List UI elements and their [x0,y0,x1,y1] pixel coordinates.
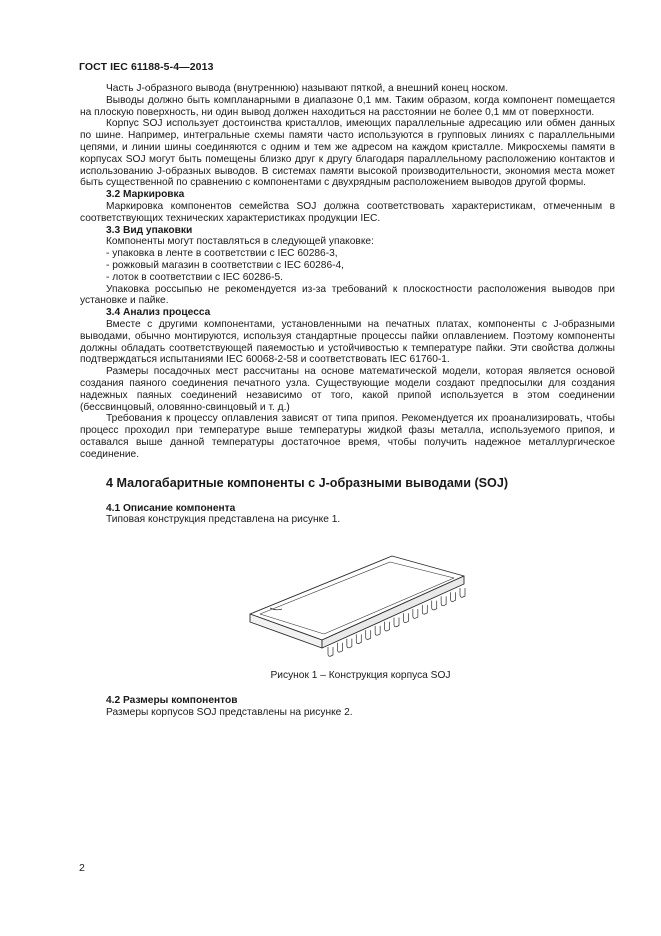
list-item: - упаковка в ленте в соответствии с IEC 60286-3, [106,248,338,260]
paragraph: Требования к процессу оплавления зависят от типа припоя. Рекомендуется их проанализировать, чтобы процесс проходил при температуре выше температуры жидкой фазы металла, используемого припоя, и оставался выше данной температуры достаточное время, чтобы получить надежное металлургическое соединение. [80,413,615,460]
paragraph: Корпус SOJ использует достоинства кристаллов, имеющих параллельные адресацию или обмен данных по шине. Например, интегральные схемы памяти часто используются в групповых линиях с параллельными цепями, и линии шины соединяются с одним и тем же адресом на каждом кристалле. Микросхемы памяти в корпусах SOJ могут быть помещены близко друг к другу благодаря параллельному расположению контактов и использованию J-образных выводов. В системах памяти высокой производительности, экономия места может быть существенной по сравнению с компонентами с двухрядным расположением выводов другой формы. [80,118,615,189]
pin-lead [385,622,390,631]
pin-lead [394,618,399,627]
figure-1 [80,534,615,662]
paragraph: Компоненты могут поставляться в следующей упаковке: [106,236,374,248]
paragraph: Типовая конструкция представлена на рисунке 1. [106,514,341,526]
subsection-heading: 4.1 Описание компонента [106,502,236,514]
paragraph: Вместе с другими компонентами, установленными на печатных платах, компоненты с J-образными выводами, обычно монтируются, используя стандартные процессы пайки оплавлением. Поэтому компоненты должны обладать соответствующей паяемостью и устойчивостью к температуре пайки. Эти свойства должны подтверждаться испытаниями IEC 60068-2-58 и соответствовать IEC 61760-1. [80,318,615,366]
pin-lead [432,601,437,610]
list-item: - рожковый магазин в соответствии с IEC 60286-4, [106,259,345,271]
paragraph: Маркировка компонентов семейства SOJ должна соответствовать характеристикам, отмеченным в соответствующих технических характеристиках продукции IEC. [80,200,615,224]
pin-lead [375,626,380,635]
pin-lead [337,643,342,652]
soj-package-drawing-icon [240,548,472,658]
pin-lead [441,597,446,606]
pin-lead [356,634,361,643]
pin-lead [328,647,333,656]
pin-lead [451,592,456,601]
paragraph: Часть J-образного вывода (внутреннюю) называют пяткой, а внешний конец носком. [106,83,508,94]
pin-lead [347,639,352,648]
subsection-heading: 3.2 Маркировка [106,189,185,201]
subsection-heading: 3.3 Вид упаковки [106,224,193,236]
pin-lead [422,605,427,614]
subsection-heading: 3.4 Анализ процесса [106,307,211,319]
pin-lead [413,609,418,618]
subsection-heading: 4.2 Размеры компонентов [106,694,238,706]
section-heading: 4 Малогабаритные компоненты с J-образными выводами (SOJ) [106,475,509,490]
document-body [80,83,615,718]
document-header: ГОСТ IEC 61188-5-4—2013 [79,61,214,73]
paragraph: Размеры посадочных мест рассчитаны на основе математической модели, которая является основой создания паяного соединения печатного узла. Существующие модели создают предпосылки для создания надежных паяных соединений независимо от того, какой припой используется в этом соединении (бессвинцовый, оловянно-свинцовый и т. д.) [80,366,615,413]
list-item: - лоток в соответствии с IEC 60286-5. [106,271,283,283]
pin-lead [460,588,465,597]
figure-caption: Рисунок 1 – Конструкция корпуса SOJ [270,670,451,682]
paragraph: Размеры корпусов SOJ представлены на рисунке 2. [106,706,353,718]
paragraph: Упаковка россыпью не рекомендуется из-за требований к плоскостности расположения выводов при установке и пайке. [80,283,615,307]
pin-lead [366,630,371,639]
page-number: 2 [79,862,85,874]
paragraph: Выводы должно быть компланарными в диапазоне 0,1 мм. Таким образом, когда компонент помещается на плоскую поверхность, ни один вывод должен находиться на расстоянии не более 0,1 мм от поверхности. [80,94,615,118]
pin-lead [403,613,408,622]
